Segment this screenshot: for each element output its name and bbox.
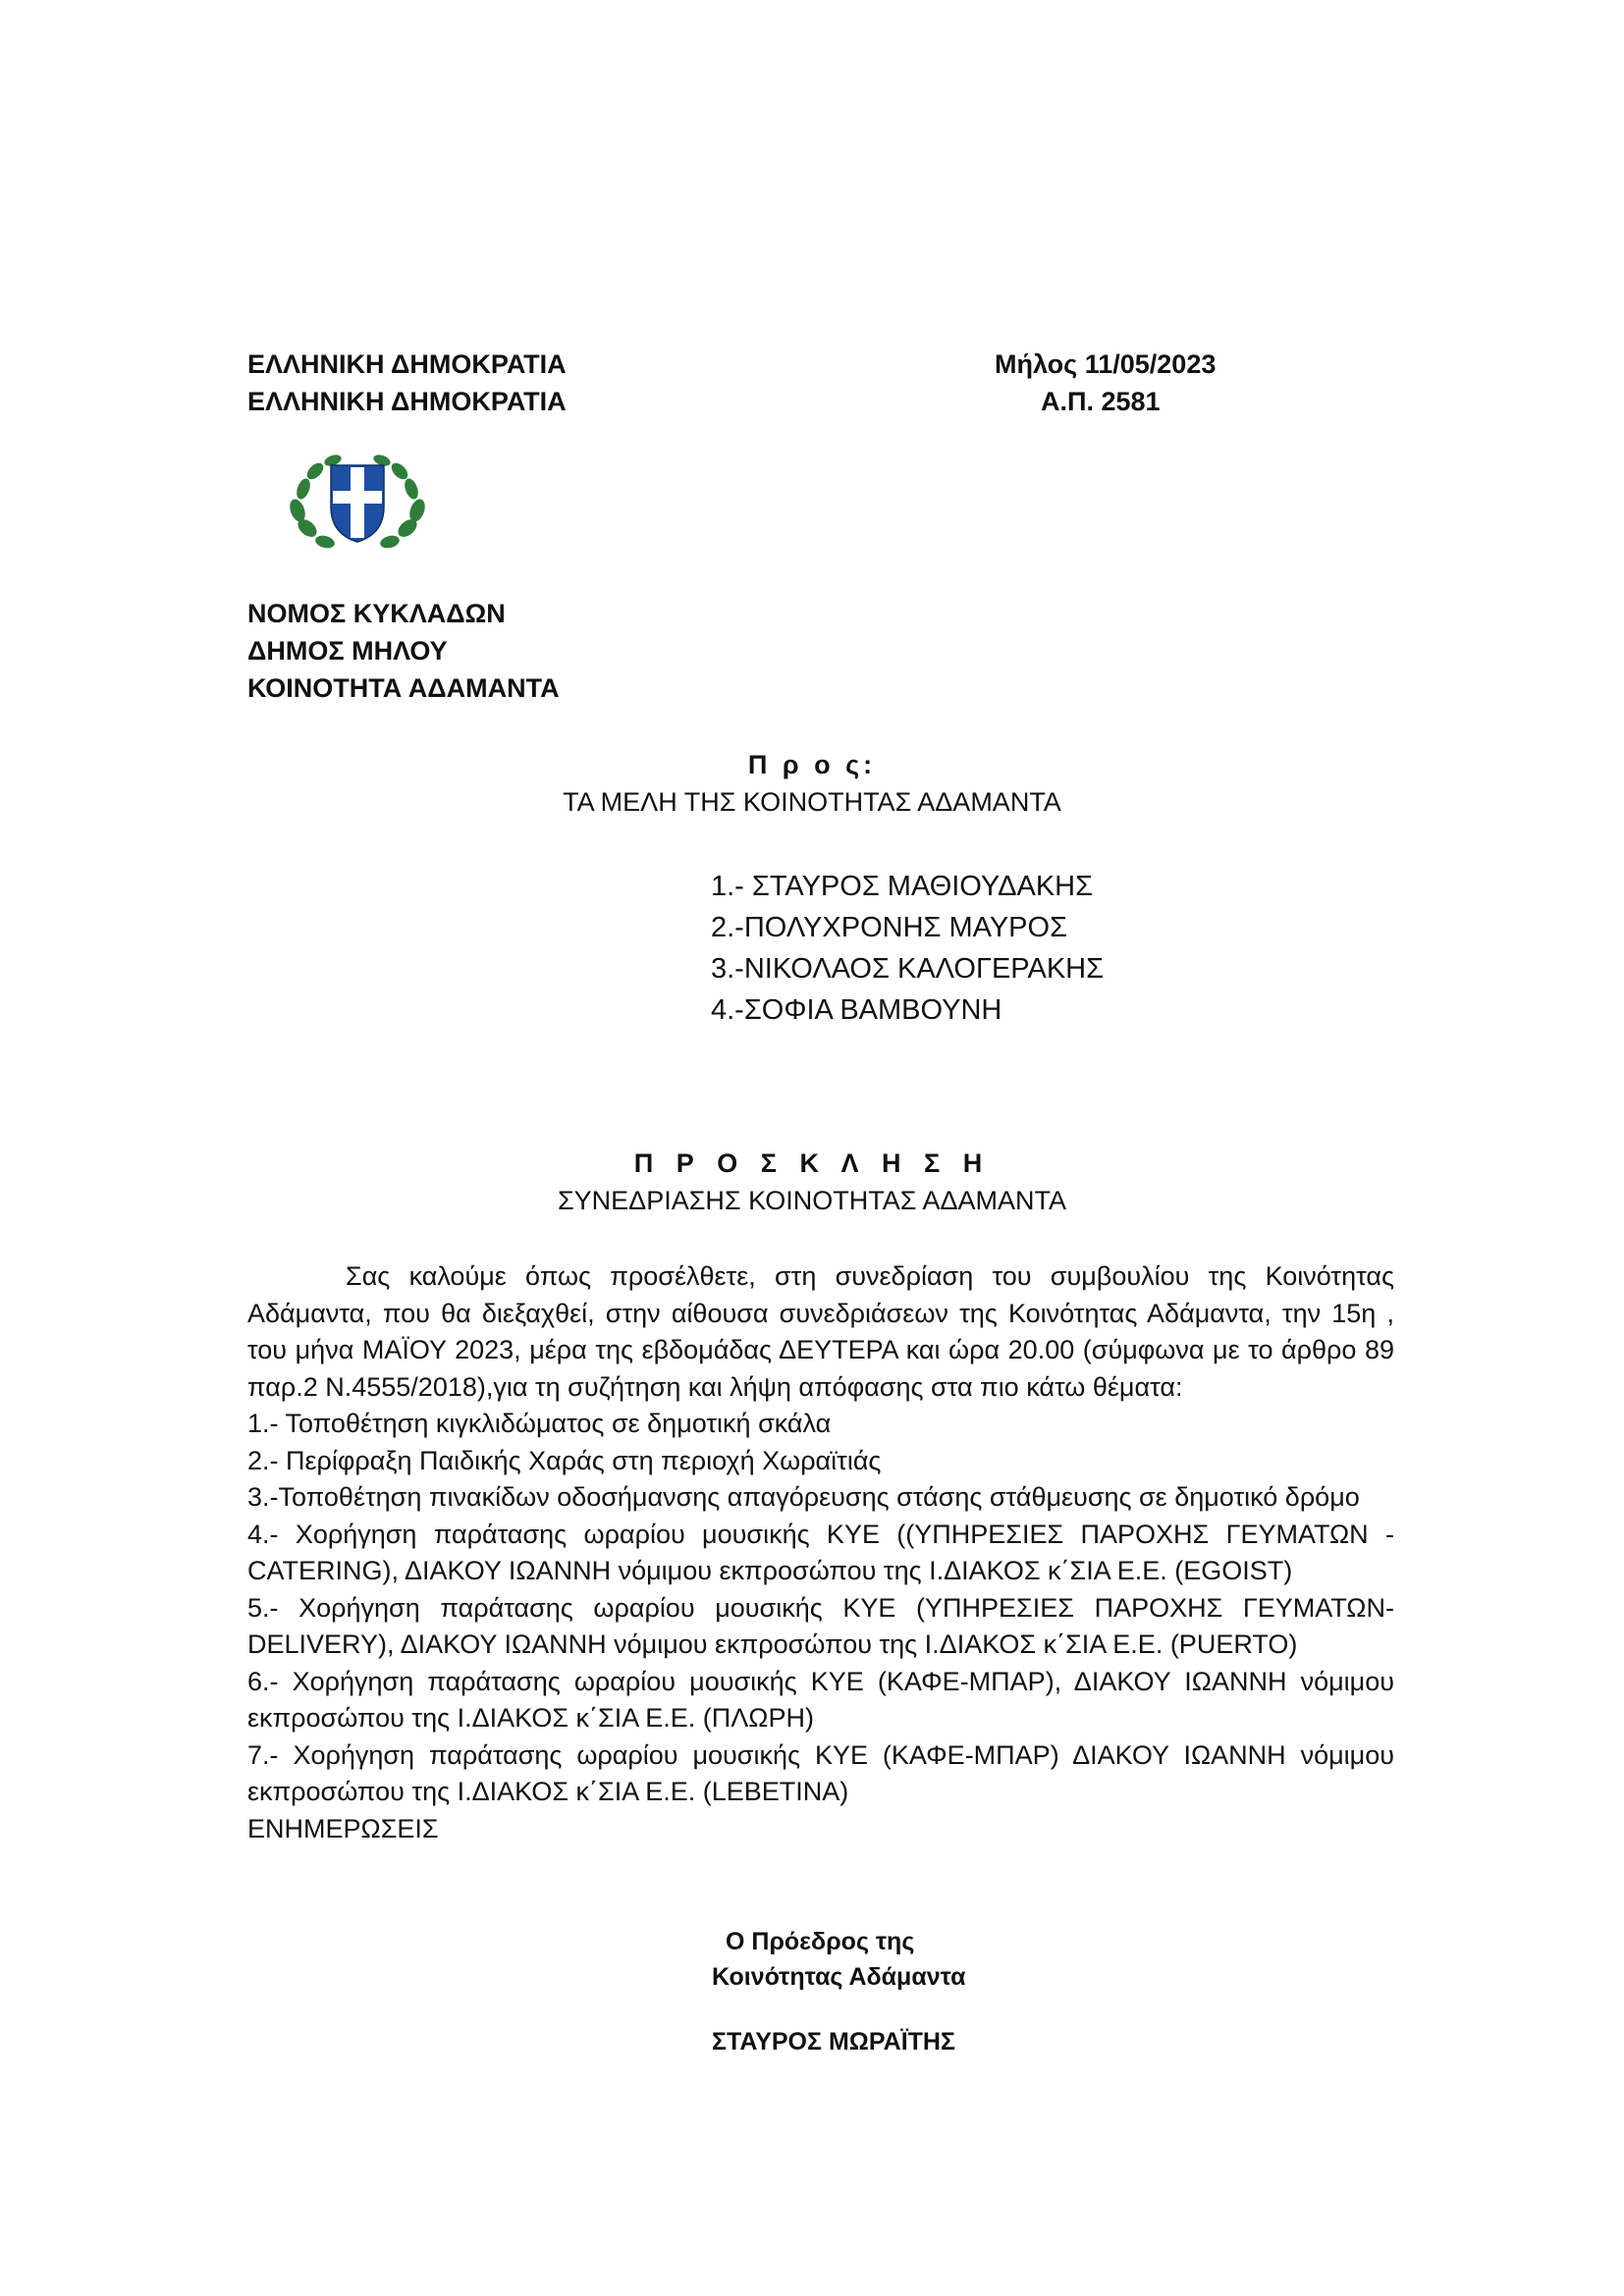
signatory-name: ΣΤΑΥΡΟΣ ΜΩΡΑΪΤΗΣ (712, 2028, 955, 2056)
issuer-line: ΕΛΛΗΝΙΚΗ ΔΗΜΟΚΡΑΤΙΑ (247, 387, 567, 416)
invitation-heading: Π Ρ Ο Σ Κ Λ Η Σ Η (633, 1148, 991, 1178)
to-label: Π ρ ο ς: (747, 750, 877, 779)
intro-paragraph: Σας καλούμε όπως προσέλθετε, στη συνεδρίαση του συμβουλίου της Κοινότητας Αδάμαντα, που θα διεξαχθεί, στην αίθουσα συνεδριάσεων της Κοινότητας Αδάμαντα, την 15η , του μήνα ΜΑΪΟΥ 2023, μέρα της εβδομάδας ΔΕΥΤΕΡΑ και ώρα 20.00 (σύμφωνα με το άρθρο 89 παρ.2 Ν.4555/2018),για τη συζήτηση και λήψη απόφασης στα πιο κάτω θέματα: (247, 1261, 1394, 1402)
signatory-title: Ο Πρόεδρος της (726, 1928, 915, 1955)
invitation-title (373, 1145, 1251, 1219)
agenda-item: 2.- Περίφραξη Παιδικής Χαράς στη περιοχή Χωραϊτιάς (247, 1445, 882, 1475)
authority-line: ΚΟΙΝΟΤΗΤΑ ΑΔΑΜΑΝΤΑ (247, 673, 560, 703)
invitation-subheading: ΣΥΝΕΔΡΙΑΣΗΣ ΚΟΙΝΟΤΗΤΑΣ ΑΔΑΜΑΝΤΑ (557, 1186, 1067, 1215)
agenda-item: 7.- Χορήγηση παράτασης ωραρίου μουσικής ΚΥΕ (ΚΑΦΕ-ΜΠΑΡ) ΔΙΑΚΟΥ ΙΩΑΝΝΗ νόμιμου εκπροσώπου της Ι.ΔΙΑΚΟΣ κ΄ΣΙΑ Ε.Ε. (LEBETINA) (247, 1739, 1394, 1806)
list-item: 4.-ΣΟΦΙΑ ΒΑΜΒΟΥΝΗ (711, 994, 1002, 1026)
list-item: 3.-ΝΙΚΟΛΑΟΣ ΚΑΛΟΓΕΡΑΚΗΣ (711, 953, 1105, 985)
invitation-body (247, 1258, 1394, 1847)
agenda-item: 3.-Τοποθέτηση πινακίδων οδοσήμανσης απαγόρευσης στάσης στάθμευσης σε δημοτικό δρόμο (247, 1482, 1360, 1512)
issuer-line: ΕΛΛΗΝΙΚΗ ΔΗΜΟΚΡΑΤΙΑ (247, 349, 567, 379)
issuer-header (247, 346, 567, 420)
protocol-number: Α.Π. 2581 (1041, 387, 1161, 416)
closing-line: ΕΝΗΜΕΡΩΣΕΙΣ (247, 1813, 439, 1843)
members-list (711, 866, 1104, 1031)
agenda-item: 1.- Τοποθέτηση κιγκλιδώματος σε δημοτική σκάλα (247, 1409, 832, 1438)
greek-coat-of-arms-icon (284, 450, 431, 550)
signature-block (712, 1924, 965, 2059)
document-meta (995, 346, 1250, 420)
document-date: Μήλος 11/05/2023 (995, 349, 1217, 379)
authority-line: ΝΟΜΟΣ ΚΥΚΛΑΔΩΝ (247, 599, 506, 628)
agenda-item: 6.- Χορήγηση παράτασης ωραρίου μουσικής ΚΥΕ (ΚΑΦΕ-ΜΠΑΡ), ΔΙΑΚΟΥ ΙΩΑΝΝΗ νόμιμου εκπροσώπου της Ι.ΔΙΑΚΟΣ κ΄ΣΙΑ Ε.Ε. (ΠΛΩΡΗ) (247, 1666, 1394, 1733)
agenda-item: 5.- Χορήγηση παράτασης ωραρίου μουσικής ΚΥΕ (ΥΠΗΡΕΣΙΕΣ ΠΑΡΟΧΗΣ ΓΕΥΜΑΤΩΝ-DELIVERY), ΔΙΑΚΟΥ ΙΩΑΝΝΗ νόμιμου εκπροσώπου της Ι.ΔΙΑΚΟΣ κ΄ΣΙΑ Ε.Ε. (PUERTO) (247, 1592, 1394, 1659)
authority-block (247, 595, 560, 707)
recipient-group: ΤΑ ΜΕΛΗ ΤΗΣ ΚΟΙΝΟΤΗΤΑΣ ΑΔΑΜΑΝΤΑ (563, 787, 1061, 817)
recipients-heading (373, 746, 1251, 821)
agenda-item: 4.- Χορήγηση παράτασης ωραρίου μουσικής ΚΥΕ ((ΥΠΗΡΕΣΙΕΣ ΠΑΡΟΧΗΣ ΓΕΥΜΑΤΩΝ - CATERING), ΔΙΑΚΟΥ ΙΩΑΝΝΗ νόμιμου εκπροσώπου της Ι.ΔΙΑΚΟΣ κ΄ΣΙΑ Ε.Ε. (EGOIST) (247, 1519, 1394, 1585)
list-item: 2.-ΠΟΛΥΧΡΟΝΗΣ ΜΑΥΡΟΣ (711, 912, 1068, 943)
signatory-body: Κοινότητας Αδάμαντα (712, 1963, 966, 1991)
authority-line: ΔΗΜΟΣ ΜΗΛΟΥ (247, 636, 448, 666)
list-item: 1.- ΣΤΑΥΡΟΣ ΜΑΘΙΟΥΔΑΚΗΣ (711, 871, 1094, 902)
